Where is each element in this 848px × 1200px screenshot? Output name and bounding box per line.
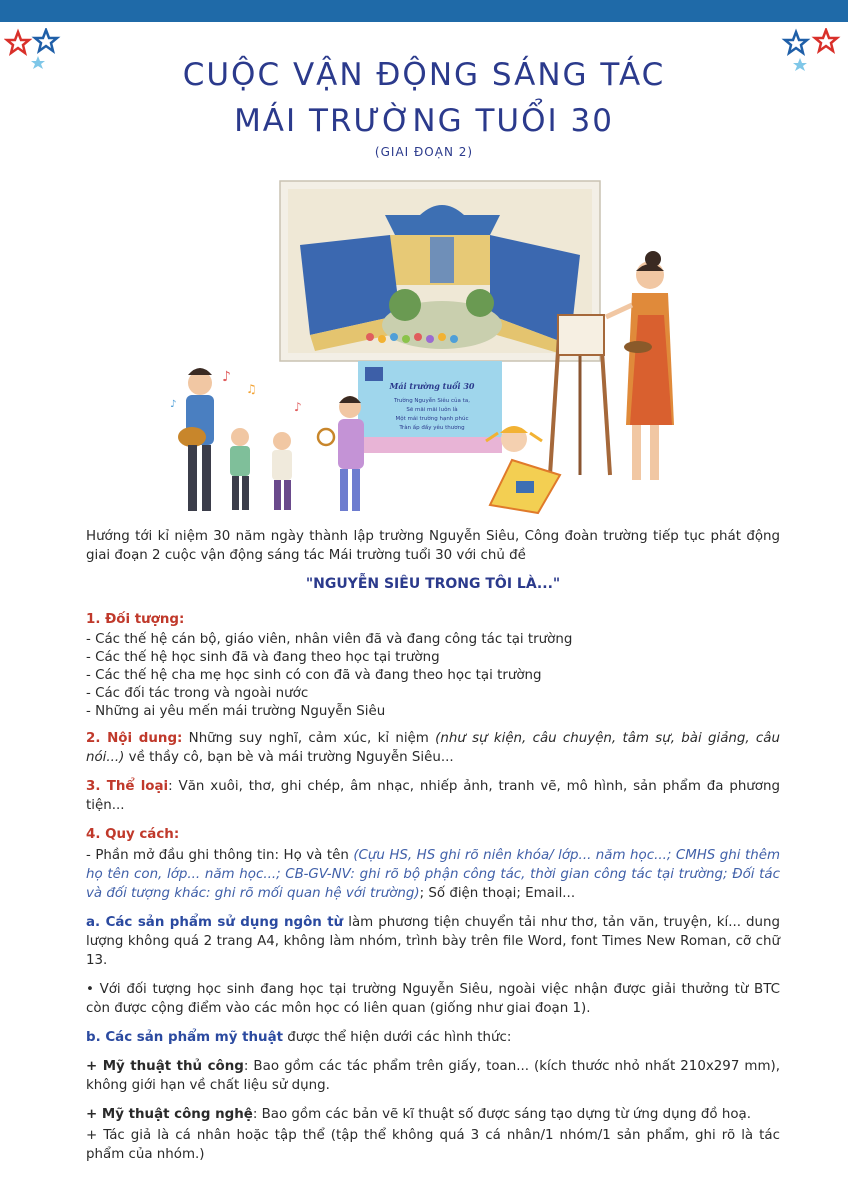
list-item: - Những ai yêu mến mái trường Nguyễn Siêu	[86, 704, 386, 719]
handcraft-paragraph: + Mỹ thuật thủ công: Bao gồm các tác phẩm trên giấy, toan... (kích thước nhỏ nhất 210x297 mm), không giới hạn về chất liệu sử dụng.	[86, 1059, 780, 1093]
page-title	[0, 52, 848, 144]
list-item: - Các thế hệ cha mẹ học sinh có con đã và đang theo học tại trường	[86, 668, 542, 683]
poster-line-3: Một mái trường hạnh phúc	[395, 416, 469, 422]
digital-art-paragraph: + Mỹ thuật công nghệ: Bao gồm các bản vẽ kĩ thuật số được sáng tạo dựng từ ứng dụng đồ hoạ.	[86, 1107, 751, 1122]
theme-heading: "NGUYỄN SIÊU TRONG TÔI LÀ..."	[305, 576, 561, 592]
section-2-paragraph: 2. Nội dung: Những suy nghĩ, cảm xúc, kỉ niệm (như sự kiện, câu chuyện, tâm sự, bài giảng, câu nói...) về thầy cô, bạn bè và mái trường Nguyễn Siêu...	[86, 731, 780, 765]
svg-text:♪: ♪	[294, 400, 302, 414]
page-subtitle: (GIAI ĐOẠN 2)	[374, 145, 474, 159]
svg-text:♪: ♪	[222, 369, 231, 385]
star-icon	[35, 30, 57, 51]
poster-line-4: Tràn ấp đầy yêu thương	[399, 425, 465, 431]
svg-text:♫: ♫	[246, 382, 257, 396]
title-line-2: MÁI TRƯỜNG TUỔI 30	[234, 103, 614, 139]
poster-line-1: Trường Nguyễn Siêu của ta,	[394, 398, 470, 404]
author-paragraph: + Tác giả là cá nhân hoặc tập thể (tập thể không quá 3 cá nhân/1 nhóm/1 sản phẩm, ghi rõ là tác phẩm của nhóm.)	[86, 1128, 780, 1162]
title-line-1: CUỘC VẬN ĐỘNG SÁNG TÁC	[182, 57, 666, 93]
poem-poster	[358, 361, 502, 453]
section-3-paragraph: 3. Thể loại: Văn xuôi, thơ, ghi chép, âm nhạc, nhiếp ảnh, tranh vẽ, mô hình, sản phẩm đa phương tiện...	[86, 779, 780, 813]
section-1-heading: 1. Đối tượng:	[86, 612, 185, 627]
top-color-bar	[0, 0, 848, 22]
student-bonus-paragraph: • Với đối tượng học sinh đang học tại trường Nguyễn Siêu, ngoài việc nhận được giải thưởng từ BTC còn được cộng điểm vào các môn học có liên quan (giống như giai đoạn 1).	[86, 982, 780, 1016]
star-icon	[785, 32, 807, 53]
section-4-heading: 4. Quy cách:	[86, 827, 180, 842]
family-music-illustration	[170, 368, 364, 511]
intro-paragraph: Hướng tới kỉ niệm 30 năm ngày thành lập trường Nguyễn Siêu, Công đoàn trường tiếp tục phát động giai đoạn 2 cuộc vận động sáng tác Mái trường tuổi 30 với chủ đề	[86, 529, 780, 563]
list-item: - Các thế hệ cán bộ, giáo viên, nhân viên đã và đang công tác tại trường	[86, 632, 573, 647]
star-icon	[815, 30, 837, 51]
svg-text:♪: ♪	[170, 399, 177, 410]
poster-heading: Mái trường tuổi 30	[389, 381, 475, 391]
school-painting	[280, 181, 600, 361]
star-icon	[7, 32, 29, 53]
audience-list	[86, 631, 780, 721]
subsection-a-paragraph: a. Các sản phẩm sử dụng ngôn từ làm phương tiện chuyển tải như thơ, tản văn, truyện, kí... dung lượng không quá 2 trang A4, không làm nhóm, trình bày trên file Word, font Times New Roman, cỡ chữ 13.	[86, 915, 781, 968]
info-paragraph: - Phần mở đầu ghi thông tin: Họ và tên (Cựu HS, HS ghi rõ niên khóa/ lớp... năm học...; CMHS ghi thêm họ tên con, lớp... năm học...; CB-GV-NV: ghi rõ bộ phận công tác, thời gian công tác tại trường; Đối tác và đối tượng khác: ghi rõ mối quan hệ với trường); Số điện thoại; Email...	[86, 848, 781, 901]
article-body	[86, 527, 780, 1174]
poster-line-2: Sẽ mãi mãi luôn là	[406, 407, 458, 413]
list-item: - Các đối tác trong và ngoài nước	[86, 686, 309, 701]
subsection-b-paragraph: b. Các sản phẩm mỹ thuật được thể hiện dưới các hình thức:	[86, 1030, 512, 1045]
header-illustration	[160, 175, 700, 515]
list-item: - Các thế hệ học sinh đã và đang theo học tại trường	[86, 650, 440, 665]
